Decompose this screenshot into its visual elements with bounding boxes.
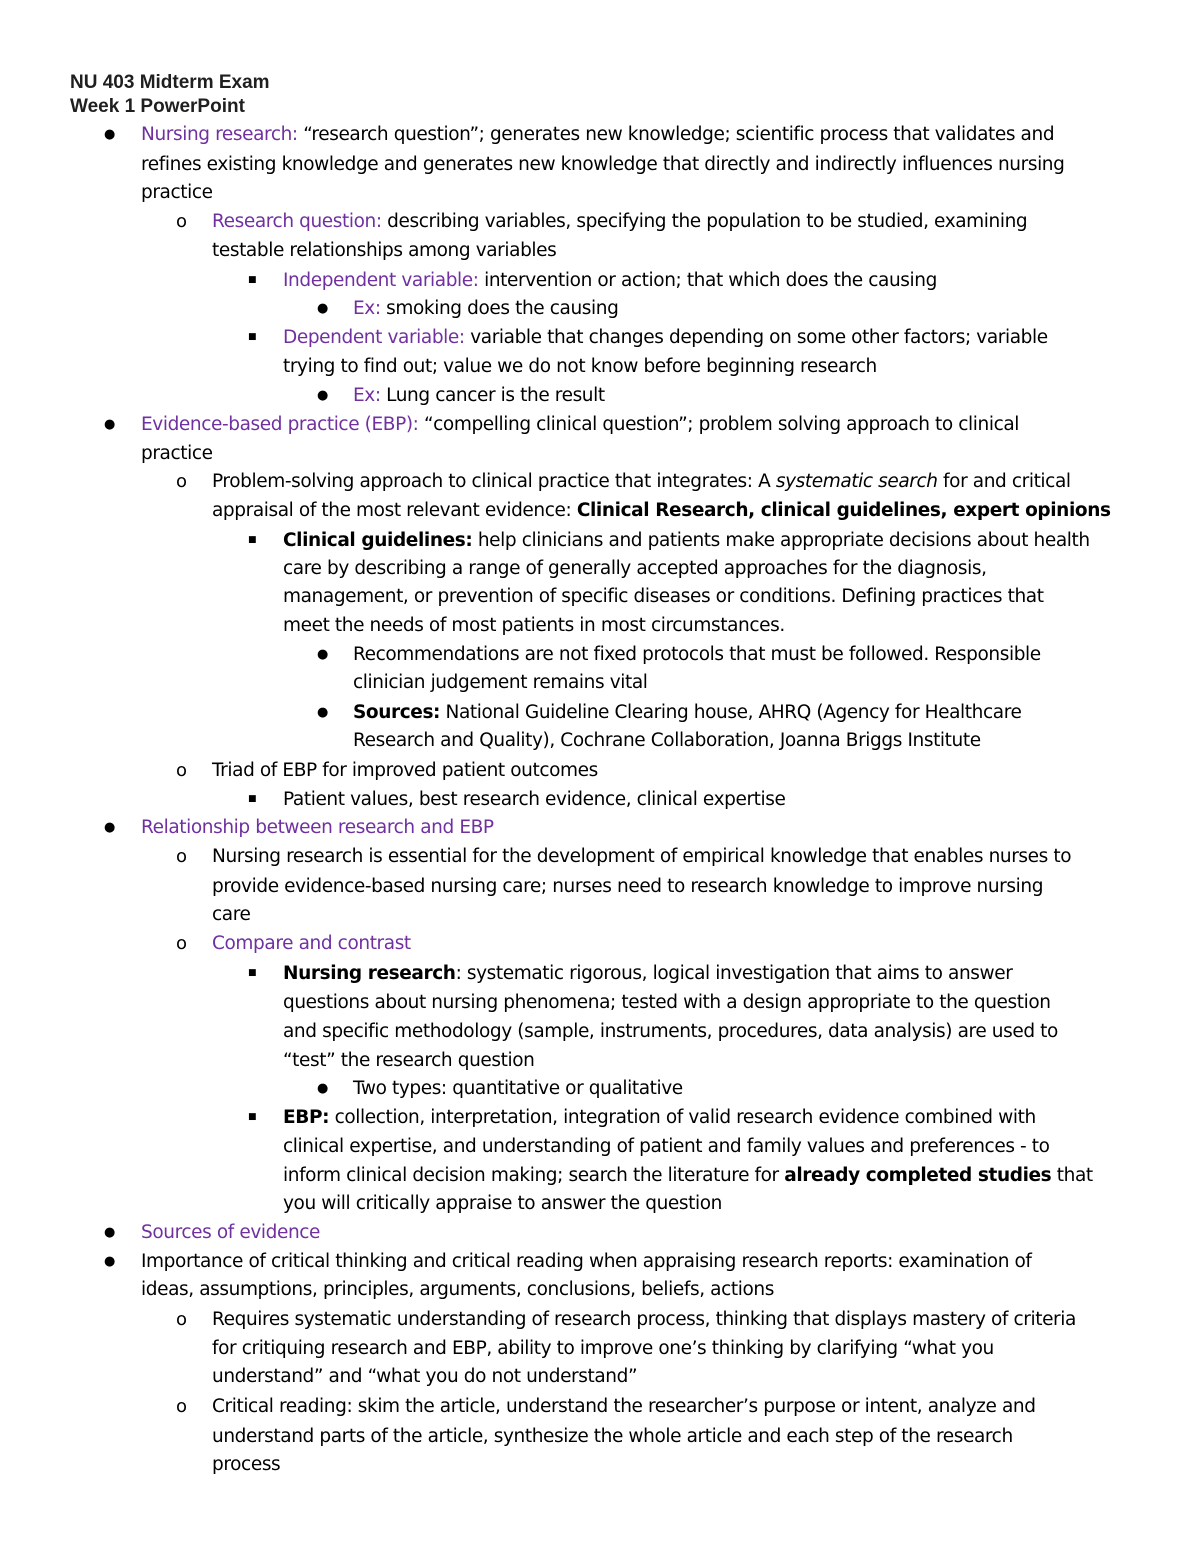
list-item-continued: understand” and “what you do not understand” xyxy=(212,1366,638,1387)
bullet-disc-icon: ● xyxy=(104,417,116,432)
document-subtitle: Week 1 PowerPoint xyxy=(70,96,245,117)
bullet-circle-icon: o xyxy=(176,471,188,492)
list-item-continued: understand parts of the article, synthesize the whole article and each step of the research xyxy=(212,1426,1013,1447)
list-item-continued: provide evidence-based nursing care; nurses need to research knowledge to improve nursing xyxy=(212,876,1044,897)
list-item-continued: Research and Quality), Cochrane Collaboration, Joanna Briggs Institute xyxy=(353,730,981,751)
document-title: NU 403 Midterm Exam xyxy=(70,72,270,93)
list-item: Research question: describing variables, specifying the population to be studied, examining xyxy=(212,211,1028,232)
bullet-square-icon: ■ xyxy=(248,968,257,978)
list-item-continued: you will critically appraise to answer the question xyxy=(283,1193,722,1214)
list-item: Two types: quantitative or qualitative xyxy=(353,1078,683,1099)
list-item-continued: process xyxy=(212,1454,281,1475)
list-item: Importance of critical thinking and critical reading when appraising research reports: examination of xyxy=(141,1251,1032,1272)
list-item-continued: clinical expertise, and understanding of patient and family values and preferences - to xyxy=(283,1136,1050,1157)
list-item-continued: clinician judgement remains vital xyxy=(353,672,648,693)
list-item-continued: ideas, assumptions, principles, arguments, conclusions, beliefs, actions xyxy=(141,1279,774,1300)
list-item-continued: appraisal of the most relevant evidence: Clinical Research, clinical guidelines, expert opinions xyxy=(212,500,1111,521)
bullet-circle-icon: o xyxy=(176,760,188,781)
list-item-continued: care by describing a range of generally accepted approaches for the diagnosis, xyxy=(283,558,987,579)
term-label: Ex: xyxy=(353,385,381,406)
list-item: Patient values, best research evidence, clinical expertise xyxy=(283,789,786,810)
list-item: Triad of EBP for improved patient outcomes xyxy=(212,760,598,781)
list-item: Ex: Lung cancer is the result xyxy=(353,385,605,406)
bullet-disc-icon: ● xyxy=(104,820,116,835)
term-label: Nursing research xyxy=(283,963,456,984)
bullet-square-icon: ■ xyxy=(248,794,257,804)
list-item: Dependent variable: variable that changes depending on some other factors; variable xyxy=(283,327,1048,348)
term-label: Clinical guidelines: xyxy=(283,530,473,551)
list-item: EBP: collection, interpretation, integration of valid research evidence combined with xyxy=(283,1107,1036,1128)
bullet-disc-icon: ● xyxy=(317,1081,329,1096)
list-item: Nursing research: systematic rigorous, logical investigation that aims to answer xyxy=(283,963,1013,984)
list-item-continued: for critiquing research and EBP, ability to improve one’s thinking by clarifying “what you xyxy=(212,1338,994,1359)
list-item: Evidence-based practice (EBP): “compelling clinical question”; problem solving approach to clinical xyxy=(141,414,1020,435)
list-item: Relationship between research and EBP xyxy=(141,817,494,838)
bullet-circle-icon: o xyxy=(176,1396,188,1417)
list-item: Nursing research is essential for the development of empirical knowledge that enables nurses to xyxy=(212,846,1072,867)
list-item: Recommendations are not fixed protocols that must be followed. Responsible xyxy=(353,644,1041,665)
bullet-circle-icon: o xyxy=(176,211,188,232)
list-item-continued: “test” the research question xyxy=(283,1050,535,1071)
list-item-continued: meet the needs of most patients in most circumstances. xyxy=(283,615,785,636)
term-label: EBP: xyxy=(283,1107,330,1128)
list-item: Sources: National Guideline Clearing house, AHRQ (Agency for Healthcare xyxy=(353,702,1022,723)
term-label: Independent variable: xyxy=(283,270,479,291)
term-label: Ex: xyxy=(353,298,381,319)
list-item: Nursing research: “research question”; generates new knowledge; scientific process that validates and xyxy=(141,124,1055,145)
list-item-continued: practice xyxy=(141,443,213,464)
bullet-disc-icon: ● xyxy=(317,301,329,316)
bullet-disc-icon: ● xyxy=(317,388,329,403)
bullet-circle-icon: o xyxy=(176,933,188,954)
term-label: Evidence-based practice (EBP): xyxy=(141,414,419,435)
list-item-continued: inform clinical decision making; search the literature for already completed studies that xyxy=(283,1165,1093,1186)
list-item: Problem-solving approach to clinical practice that integrates: A systematic search for and critical xyxy=(212,471,1071,492)
list-item: Requires systematic understanding of research process, thinking that displays mastery of criteria xyxy=(212,1309,1076,1330)
bullet-disc-icon: ● xyxy=(104,1254,116,1269)
list-item-continued: care xyxy=(212,904,251,925)
bullet-circle-icon: o xyxy=(176,1309,188,1330)
bullet-square-icon: ■ xyxy=(248,275,257,285)
list-item: Ex: smoking does the causing xyxy=(353,298,619,319)
term-label: Nursing research: xyxy=(141,124,298,145)
list-item-continued: refines existing knowledge and generates new knowledge that directly and indirectly influences nursing xyxy=(141,154,1065,175)
bullet-disc-icon: ● xyxy=(317,705,329,720)
list-item-continued: management, or prevention of specific diseases or conditions. Defining practices that xyxy=(283,586,1044,607)
bullet-square-icon: ■ xyxy=(248,1112,257,1122)
bullet-disc-icon: ● xyxy=(104,1225,116,1240)
bullet-square-icon: ■ xyxy=(248,332,257,342)
list-item: Compare and contrast xyxy=(212,933,411,954)
list-item-continued: questions about nursing phenomena; tested with a design appropriate to the question xyxy=(283,992,1051,1013)
list-item: Clinical guidelines: help clinicians and patients make appropriate decisions about health xyxy=(283,530,1090,551)
term-label: Sources: xyxy=(353,702,441,723)
list-item-continued: testable relationships among variables xyxy=(212,240,557,261)
list-item: Critical reading: skim the article, understand the researcher’s purpose or intent, analyze and xyxy=(212,1396,1036,1417)
list-item-continued: and specific methodology (sample, instruments, procedures, data analysis) are used to xyxy=(283,1021,1058,1042)
list-item-continued: trying to find out; value we do not know before beginning research xyxy=(283,356,877,377)
bullet-circle-icon: o xyxy=(176,846,188,867)
bullet-square-icon: ■ xyxy=(248,535,257,545)
list-item: Independent variable: intervention or action; that which does the causing xyxy=(283,270,937,291)
bullet-disc-icon: ● xyxy=(104,127,116,142)
term-label: Dependent variable: xyxy=(283,327,465,348)
term-label: Research question: xyxy=(212,211,382,232)
list-item-continued: practice xyxy=(141,182,213,203)
bullet-disc-icon: ● xyxy=(317,647,329,662)
list-item: Sources of evidence xyxy=(141,1222,321,1243)
